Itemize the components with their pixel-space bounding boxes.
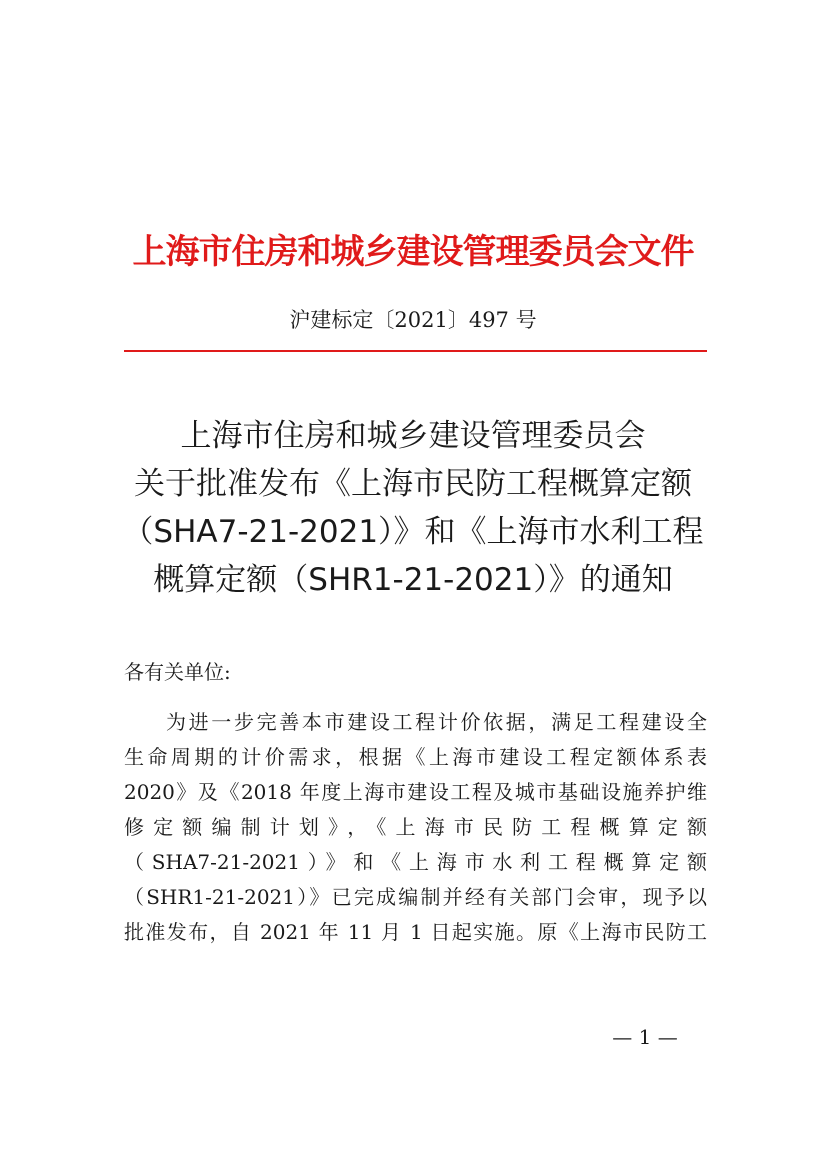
issuing-authority-header: 上海市住房和城乡建设管理委员会文件 [132,232,694,272]
body-paragraph [124,705,707,950]
title-line: （SHA7-21-2021）》和《上海市水利工程 [122,514,704,550]
paragraph-line: 为进一步完善本市建设工程计价依据，满足工程建设全 [166,710,707,734]
paragraph-line: （SHR1-21-2021）》已完成编制并经有关部门会审，现予以 [124,885,707,909]
page-number: — 1 — [612,1025,678,1049]
document-number: 沪建标定〔2021〕497 号 [289,308,537,332]
paragraph-line: 生命周期的计价需求，根据《上海市建设工程定额体系表 [124,745,707,769]
title-line: 上海市住房和城乡建设管理委员会 [180,418,646,454]
title-line: 关于批准发布《上海市民防工程概算定额 [134,466,692,502]
notice-title [0,412,826,604]
paragraph-line: （SHA7-21-2021）》和《上海市水利工程概算定额 [124,850,707,874]
paragraph-line: 修定额编制计划》，《上海市民防工程概算定额 [124,815,707,839]
salutation: 各有关单位: [124,660,231,684]
red-divider-line [124,350,707,352]
paragraph-line: 批准发布，自 2021 年 11 月 1 日起实施。原《上海市民防工 [124,920,707,944]
title-line: 概算定额（SHR1-21-2021）》的通知 [153,562,673,598]
paragraph-line: 2020》及《2018 年度上海市建设工程及城市基础设施养护维 [124,780,707,804]
